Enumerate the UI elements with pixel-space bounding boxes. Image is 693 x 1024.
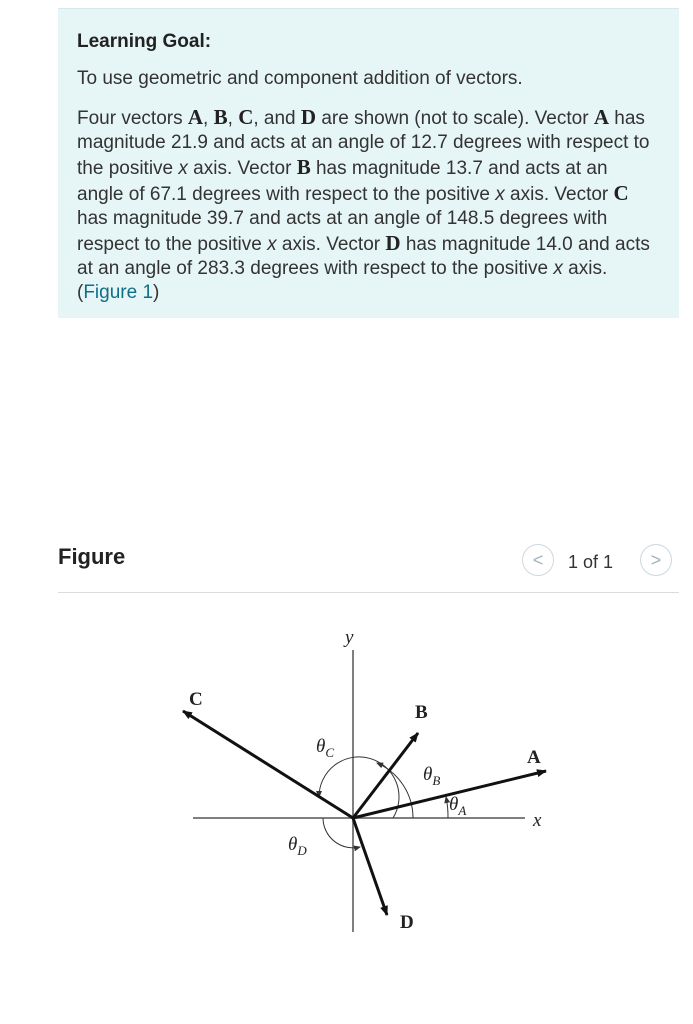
vector-c-arrow — [183, 711, 353, 818]
theta-d-label — [288, 834, 307, 858]
text: axis. Vector — [504, 184, 614, 205]
x-axis-label: x — [533, 810, 542, 831]
vector-b-label: B — [415, 702, 428, 723]
theta-subscript: C — [325, 745, 335, 760]
text: has magnitude 39.7 and acts at an angle of 148.5 degrees with respect to the positive — [77, 208, 608, 255]
text: , — [227, 108, 239, 129]
vector-diagram — [0, 600, 693, 1000]
text: , — [203, 108, 214, 129]
text: has magnitude 13.7 and acts at an angle of 67.1 degrees with respect to the positive — [77, 158, 608, 205]
text: axis.( — [77, 258, 608, 303]
vector-a: A — [187, 105, 204, 129]
theta-a-label — [449, 794, 466, 818]
theta-symbol: θ — [423, 764, 433, 785]
text: , and — [253, 108, 301, 129]
vector-b: B — [213, 105, 228, 129]
x-variable: x — [178, 158, 188, 179]
vector-c: C — [613, 181, 629, 205]
y-axis-label: y — [345, 627, 354, 648]
figure-page-count: 1 of 1 — [568, 552, 614, 572]
text: ) — [153, 282, 160, 303]
x-variable: x — [553, 258, 563, 279]
theta-subscript: D — [297, 843, 307, 858]
theta-symbol: θ — [449, 794, 459, 815]
text: has magnitude 14.0 and acts at an angle of 283.3 degrees with respect to the positive — [77, 234, 650, 279]
chevron-right-icon: > — [650, 549, 662, 570]
vector-a-label: A — [527, 747, 541, 768]
text: are shown (not to scale). Vector — [316, 108, 594, 129]
vector-d: D — [385, 231, 401, 255]
theta-b-label — [423, 764, 440, 788]
text: axis. Vector — [276, 234, 386, 255]
vector-c: C — [238, 105, 254, 129]
theta-c-label — [316, 736, 334, 760]
vector-b: B — [296, 155, 311, 179]
figure-header — [58, 540, 679, 593]
theta-subscript: A — [458, 803, 467, 818]
problem-statement — [77, 105, 659, 305]
x-variable: x — [495, 184, 505, 205]
theta-symbol: θ — [288, 834, 298, 855]
vector-a: A — [593, 105, 609, 129]
text: has magnitude 21.9 and acts at an angle of 12.7 degrees with respect to the positive — [77, 108, 650, 179]
learning-goal-intro: To use geometric and component addition of vectors. — [77, 68, 523, 89]
vector-d-label: D — [400, 912, 414, 933]
learning-goal-panel — [58, 8, 679, 318]
learning-goal-title: Learning Goal: — [77, 31, 212, 52]
previous-figure-button[interactable] — [522, 544, 554, 576]
next-figure-button[interactable] — [640, 544, 672, 576]
vector-d: D — [300, 105, 317, 129]
vector-c-label: C — [189, 689, 203, 710]
text: axis. Vector — [187, 158, 297, 179]
text: Four vectors — [77, 108, 188, 129]
x-variable: x — [267, 234, 277, 255]
theta-subscript: B — [432, 773, 441, 788]
figure-title: Figure — [58, 544, 126, 569]
theta-a-arc — [446, 797, 448, 818]
figure-1-link[interactable]: Figure 1 — [83, 282, 154, 303]
theta-symbol: θ — [316, 736, 326, 757]
vector-d-arrow — [353, 818, 387, 915]
chevron-left-icon: < — [532, 549, 544, 570]
